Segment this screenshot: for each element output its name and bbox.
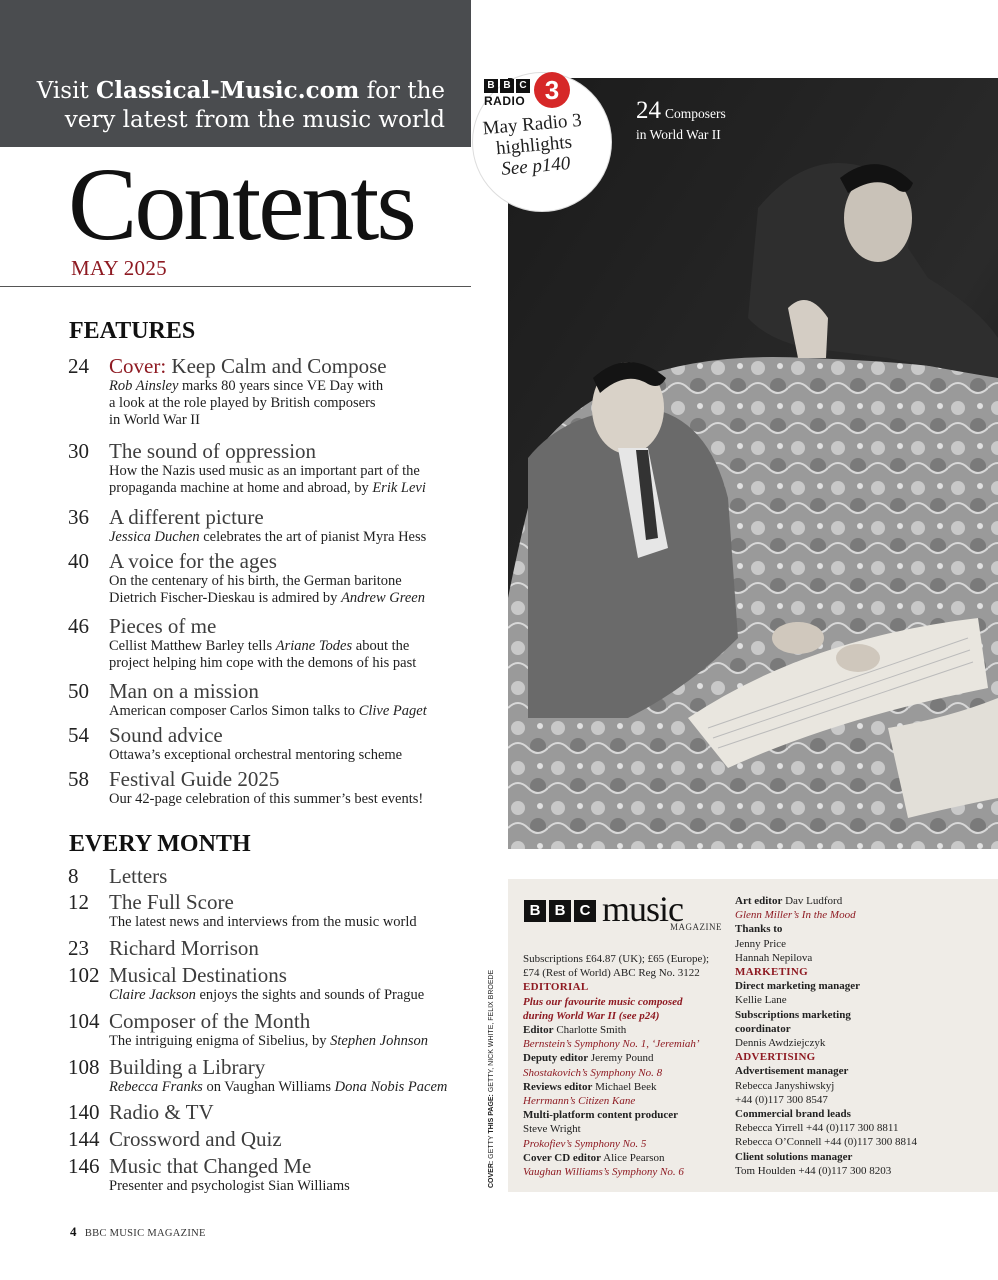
desc-text: enjoys the sights and sounds of Prague — [195, 987, 425, 1003]
entry-desc: The latest news and interviews from the music world — [109, 914, 417, 930]
staff-name: Rebecca O’Connell +44 (0)117 300 8814 — [735, 1136, 918, 1149]
caption-line2: in World War II — [636, 127, 721, 142]
promo-banner — [0, 0, 471, 147]
promo-post: for the — [359, 78, 445, 104]
desc-text: celebrates the art of pianist Myra Hess — [199, 529, 427, 545]
every-month-heading: EVERY MONTH — [69, 831, 251, 857]
page-number: 8 — [68, 864, 79, 888]
credit-text: GETTY, NICK WHITE, FELIX BROEDE — [488, 969, 495, 1095]
desc-text: about the — [352, 638, 410, 654]
staff-role: Cover CD editor — [523, 1151, 601, 1164]
staff-pick: Bernstein’s Symphony No. 1, ‘Jeremiah’ — [523, 1038, 700, 1051]
editorial-note: Plus our favourite music composed — [523, 995, 683, 1008]
badge-page-ref: See p140 — [500, 152, 572, 180]
staff-pick: Glenn Miller’s In the Mood — [735, 909, 856, 922]
author: Claire Jackson — [109, 987, 196, 1003]
desc-line: project helping him cope with the demons of his past — [109, 655, 417, 671]
staff-name: Charlotte Smith — [553, 1024, 627, 1037]
masthead-col2 — [735, 894, 993, 1178]
page-number: 54 — [68, 723, 89, 747]
desc-text: on Vaughan Williams — [202, 1079, 335, 1095]
desc-text: marks 80 years since VE Day with — [178, 378, 384, 394]
desc-text: American composer Carlos Simon talks to — [109, 703, 359, 719]
marketing-heading: MARKETING — [735, 966, 808, 979]
page-number: 12 — [68, 890, 89, 914]
desc-line: On the centenary of his birth, the German baritone — [109, 573, 402, 589]
staff-role: Art editor — [735, 895, 783, 907]
magazine-wordmark: MAGAZINE — [670, 922, 722, 932]
music-wordmark: music — [602, 889, 683, 929]
footer-magazine-name: BBC MUSIC MAGAZINE — [84, 1228, 206, 1239]
author: Stephen Johnson — [330, 1033, 428, 1049]
staff-phone: +44 (0)117 300 8547 — [735, 1093, 828, 1106]
promo-pre: Visit — [36, 78, 96, 104]
staff-role: Multi-platform content producer — [523, 1109, 678, 1122]
badge-text — [471, 109, 596, 182]
staff-name: Dav Ludford — [782, 895, 843, 907]
promo-text[interactable] — [25, 76, 445, 135]
staff-role: Subscriptions marketing — [735, 1008, 851, 1021]
author: Rebecca Franks — [109, 1079, 203, 1095]
entry-title: Crossword and Quiz — [109, 1127, 282, 1151]
staff-name: Kellie Lane — [735, 994, 787, 1007]
issue-date: MAY 2025 — [71, 256, 167, 280]
page-title: Contents — [68, 147, 414, 262]
page-number: 104 — [68, 1009, 100, 1033]
entry-desc — [109, 638, 479, 672]
credit-label: THIS PAGE: — [488, 1094, 495, 1134]
editorial-heading: EDITORIAL — [523, 981, 589, 994]
page-number: 46 — [68, 614, 89, 638]
badge-line: May Radio 3 — [481, 109, 583, 140]
page-number: 23 — [68, 936, 89, 960]
bbc-letter: B — [549, 900, 571, 922]
staff-name: Tom Houlden +44 (0)117 300 8203 — [735, 1164, 892, 1177]
page-number: 144 — [68, 1127, 100, 1151]
page-number: 140 — [68, 1100, 100, 1124]
bbc-letter: B — [500, 79, 514, 93]
staff-name: Michael Beek — [592, 1080, 657, 1093]
title-divider — [0, 286, 471, 287]
photo-caption[interactable] — [636, 97, 726, 142]
entry-desc: Presenter and psychologist Sian Williams — [109, 1178, 350, 1194]
staff-role: Advertisement manager — [735, 1065, 849, 1078]
staff-name: Steve Wright — [523, 1123, 581, 1136]
desc-text: Dietrich Fischer-Dieskau is admired by — [109, 590, 342, 606]
entry-title-text: Keep Calm and Compose — [166, 354, 387, 378]
staff-role: coordinator — [735, 1022, 791, 1035]
page-number: 40 — [68, 549, 89, 573]
page-number: 30 — [68, 439, 89, 463]
staff-role: Direct marketing manager — [735, 980, 861, 993]
staff-role: Editor — [523, 1024, 554, 1037]
bbc-letter: B — [484, 79, 498, 93]
staff-role: Reviews editor — [523, 1080, 593, 1093]
author: Andrew Green — [341, 590, 425, 606]
desc-line: How the Nazis used music as an important part of the — [109, 463, 420, 479]
entry-desc — [109, 529, 479, 546]
page-number: 36 — [68, 505, 89, 529]
author: Clive Paget — [358, 703, 427, 719]
entry-title: Radio & TV — [109, 1100, 214, 1124]
caption-line1: Composers — [665, 106, 726, 121]
promo-line2: very latest from the music world — [64, 107, 445, 133]
bbc-letter: C — [516, 79, 530, 93]
entry-desc — [109, 1079, 489, 1096]
editorial-note: during World War II (see p24) — [523, 1009, 660, 1022]
entry-title: The Full Score — [109, 890, 234, 914]
footer-page-number: 4 — [70, 1224, 77, 1239]
entry-title: Sound advice — [109, 723, 223, 747]
staff-name: Alice Pearson — [601, 1151, 665, 1164]
entry-title: Festival Guide 2025 — [109, 767, 280, 791]
page-number: 24 — [68, 354, 89, 378]
entry-desc — [109, 1033, 479, 1050]
author: Erik Levi — [372, 480, 426, 496]
entry-title: Music that Changed Me — [109, 1154, 312, 1178]
staff-name: Dennis Awdziejczyk — [735, 1037, 826, 1050]
bbc-radio-logo — [484, 79, 530, 108]
page-number: 50 — [68, 679, 89, 703]
advertising-heading: ADVERTISING — [735, 1051, 816, 1064]
desc-text: Cellist Matthew Barley tells — [109, 638, 276, 654]
radio-word: RADIO — [484, 94, 526, 108]
staff-role: Client solutions manager — [735, 1150, 853, 1163]
page-number: 102 — [68, 963, 100, 987]
subscriptions-line: £74 (Rest of World) ABC Reg No. 3122 — [523, 967, 700, 980]
staff-pick: Herrmann’s Citizen Kane — [523, 1095, 636, 1108]
entry-title: Building a Library — [109, 1055, 266, 1079]
entry-title: A different picture — [109, 505, 264, 529]
staff-name: Rebecca Janyshiwskyj — [735, 1079, 835, 1092]
staff-role: Deputy editor — [523, 1052, 589, 1065]
entry-title: Musical Destinations — [109, 963, 287, 987]
features-heading: FEATURES — [69, 318, 196, 344]
entry-title: Letters — [109, 864, 168, 888]
desc-text: propaganda machine at home and abroad, by — [109, 480, 373, 496]
entry-desc — [109, 703, 479, 720]
entry-desc — [109, 463, 479, 497]
radio3-icon: 3 — [534, 72, 570, 108]
photo-credits — [488, 969, 502, 1194]
bbc-letter: B — [524, 900, 546, 922]
entry-title: Richard Morrison — [109, 936, 259, 960]
subscriptions-line: Subscriptions £64.87 (UK); £65 (Europe); — [523, 953, 710, 965]
page-number: 58 — [68, 767, 89, 791]
staff-pick: Vaughan Williams’s Symphony No. 6 — [523, 1166, 684, 1179]
entry-title: Composer of the Month — [109, 1009, 311, 1033]
desc-line: a look at the role played by British composers — [109, 395, 376, 411]
author: Rob Ainsley — [109, 378, 179, 394]
entry-title: Pieces of me — [109, 614, 217, 638]
bbc-letter: C — [574, 900, 596, 922]
badge-line: highlights — [495, 131, 573, 160]
thanks-heading: Thanks to — [735, 923, 783, 936]
staff-name: Jeremy Pound — [588, 1052, 654, 1065]
work-title: Dona Nobis Pacem — [334, 1079, 448, 1095]
cover-label: Cover: — [109, 354, 167, 378]
desc-line: in World War II — [109, 412, 200, 428]
credit-label: COVER: — [488, 1160, 495, 1188]
bbc-music-logo — [524, 889, 683, 929]
entry-title — [109, 354, 387, 378]
staff-name: Hannah Nepilova — [735, 951, 813, 964]
promo-site-link[interactable]: Classical-Music.com — [96, 77, 360, 104]
entry-title: The sound of oppression — [109, 439, 317, 463]
page-number: 146 — [68, 1154, 100, 1178]
caption-page-number: 24 — [636, 97, 661, 124]
credit-text: GETTY — [488, 1133, 495, 1161]
author: Jessica Duchen — [109, 529, 200, 545]
page-number: 108 — [68, 1055, 100, 1079]
entry-desc: Our 42-page celebration of this summer’s best events! — [109, 791, 424, 807]
author: Ariane Todes — [275, 638, 353, 654]
page-footer — [70, 1224, 206, 1240]
staff-pick: Shostakovich’s Symphony No. 8 — [523, 1066, 663, 1079]
entry-desc — [109, 573, 479, 607]
entry-title: A voice for the ages — [109, 549, 277, 573]
staff-name: Rebecca Yirrell +44 (0)117 300 8811 — [735, 1122, 899, 1135]
staff-role: Commercial brand leads — [735, 1108, 851, 1121]
entry-desc — [109, 987, 479, 1004]
entry-desc — [109, 378, 479, 429]
entry-title: Man on a mission — [109, 679, 259, 703]
staff-pick: Prokofiev’s Symphony No. 5 — [523, 1137, 647, 1150]
staff-name: Jenny Price — [735, 937, 787, 950]
entry-desc: Ottawa’s exceptional orchestral mentoring scheme — [109, 747, 403, 763]
desc-text: The intriguing enigma of Sibelius, by — [109, 1033, 331, 1049]
masthead-col1 — [523, 952, 728, 1179]
